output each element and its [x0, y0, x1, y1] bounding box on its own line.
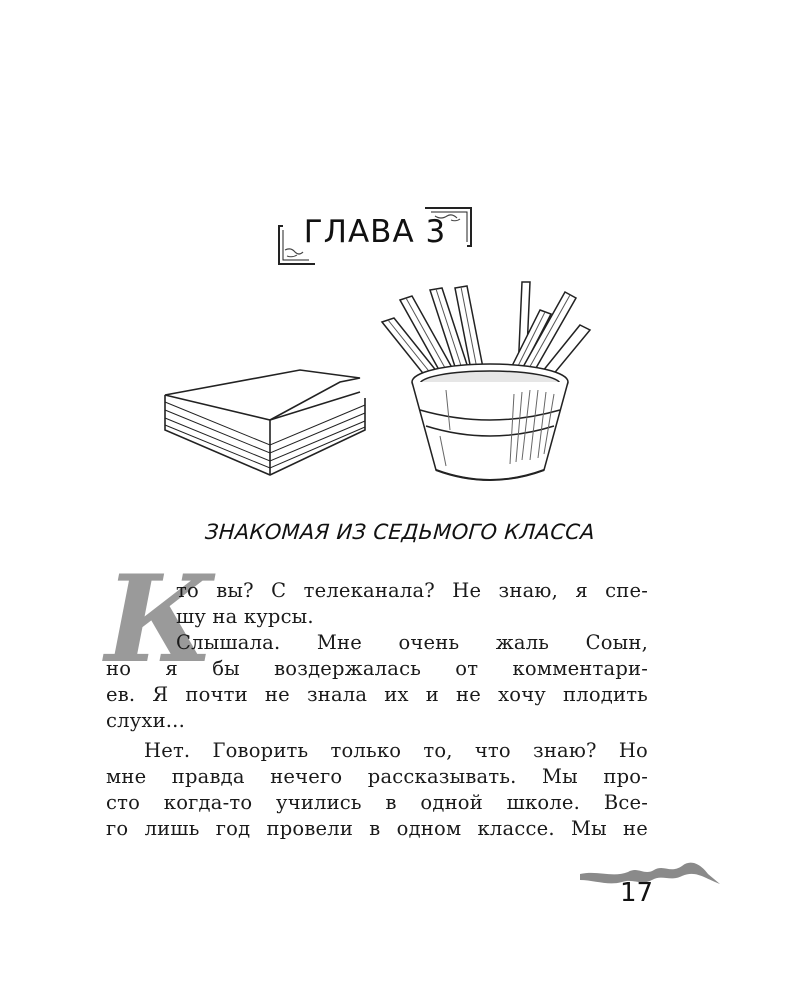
notepad-and-pens-illustration [150, 270, 620, 500]
text-line: Слышала. Мне очень жаль Соын, [176, 631, 648, 654]
page-number: 17 [620, 878, 654, 908]
text-line: Нет. Говорить только то, что знаю? Но [144, 739, 648, 762]
pen-cup-icon [382, 282, 590, 480]
text-line: шу на курсы. [176, 605, 314, 628]
text-line: го лишь год провели в одном классе. Мы не [106, 817, 648, 840]
text-line: ев. Я почти не знала их и не хочу плодить [106, 683, 648, 706]
text-line: сто когда-то учились в одной школе. Все- [106, 791, 648, 814]
drop-cap: К [105, 549, 215, 690]
chapter-title: ГЛАВА 3 [303, 214, 447, 250]
chapter-subtitle: ЗНАКОМАЯ ИЗ СЕДЬМОГО КЛАССА [204, 520, 596, 544]
notepad-icon [165, 370, 365, 475]
text-line: слухи... [106, 709, 185, 732]
text-line: то вы? С телеканала? Не знаю, я спе- [176, 579, 648, 602]
chapter-heading-frame [275, 206, 475, 266]
text-line: мне правда нечего рассказывать. Мы про- [106, 765, 648, 788]
text-line: но я бы воздержалась от комментари- [106, 657, 648, 680]
